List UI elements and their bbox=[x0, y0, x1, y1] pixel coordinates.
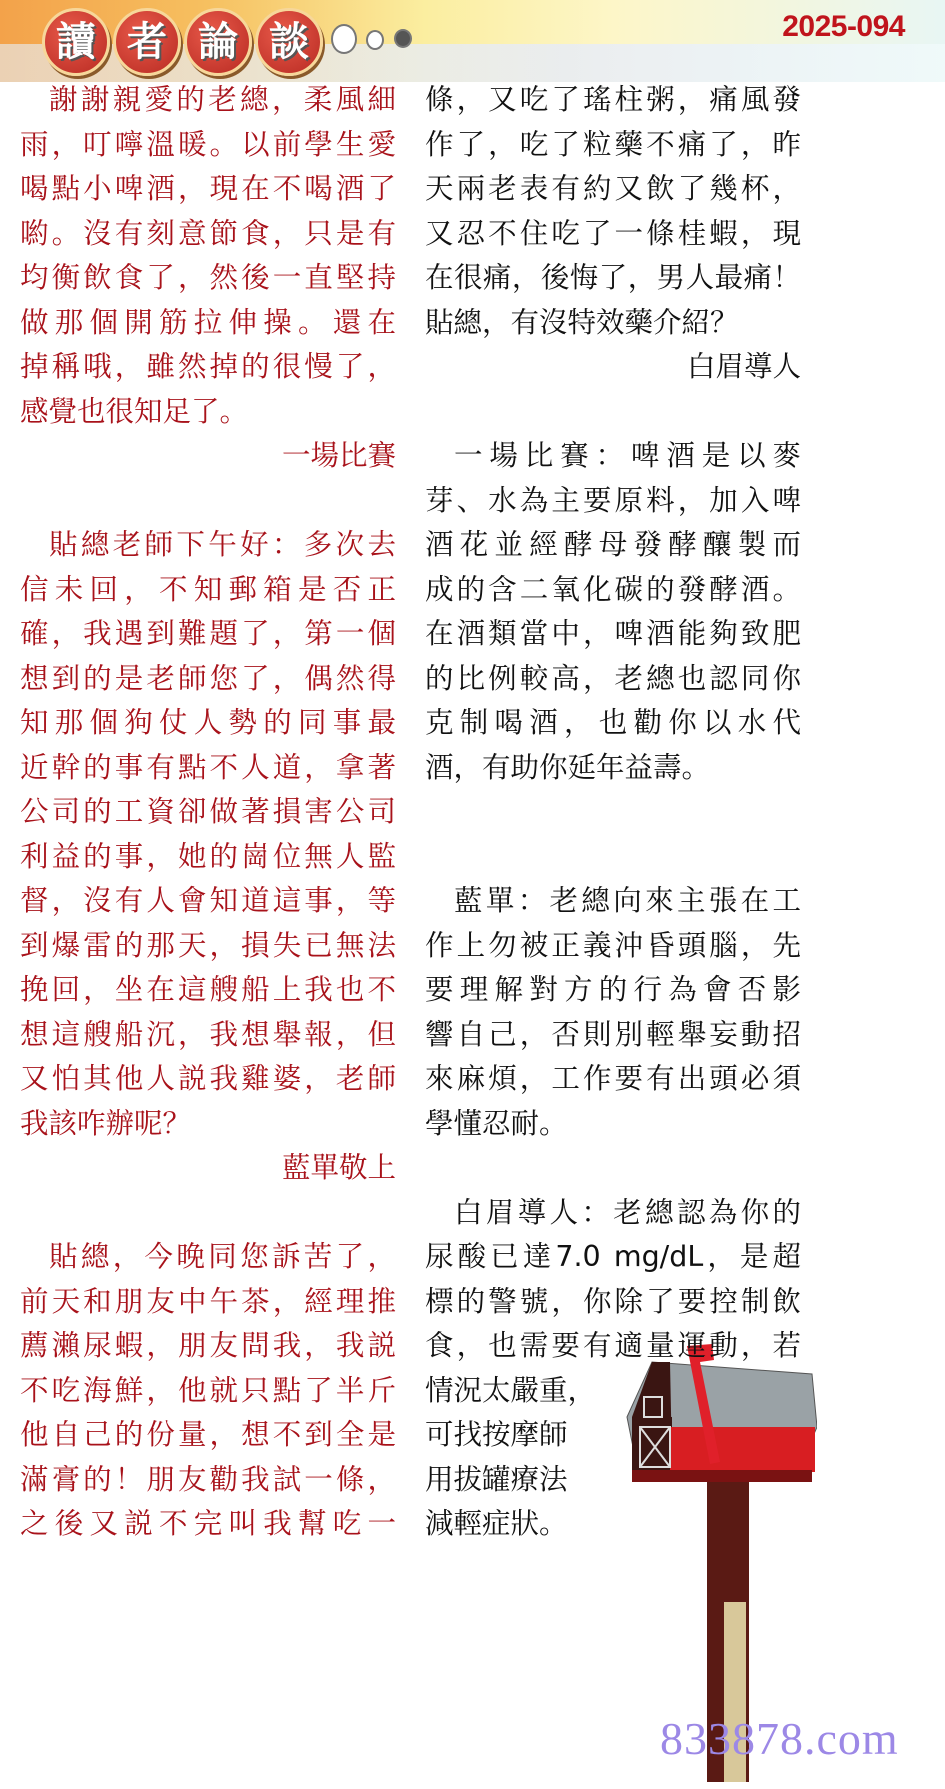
paragraph-line: 薦瀨尿蝦，朋友問我，我説 bbox=[20, 1329, 396, 1362]
paragraph-line: 學懂忍耐。 bbox=[425, 1106, 568, 1140]
paragraph-line: 近幹的事有點不人道，拿著 bbox=[20, 750, 396, 784]
paragraph-line: 確，我遇到難題了，第一個 bbox=[20, 617, 396, 650]
paragraph-line: 貼總老師下午好：多次去 bbox=[49, 528, 396, 561]
paragraph-line: 雨，叮嚀溫暖。以前學生愛 bbox=[20, 127, 396, 161]
left-column bbox=[20, 78, 396, 1547]
column-header bbox=[0, 0, 945, 82]
paragraph-line: 食，也需要有適量運動，若 bbox=[425, 1329, 801, 1362]
paragraph-line: 他自己的份量，想不到全是 bbox=[20, 1418, 396, 1451]
title-badge: 者 bbox=[113, 8, 181, 76]
paragraph-line: 標的警號，你除了要控制飲 bbox=[425, 1284, 801, 1318]
paragraph-line: 天兩老表有約又飲了幾杯， bbox=[425, 172, 801, 205]
paragraph-line: 貼總，有沒特效藥介紹？ bbox=[425, 305, 739, 339]
paragraph-line: 來麻煩，工作要有出頭必須 bbox=[425, 1062, 801, 1095]
paragraph-line: 公司的工資卻做著損害公司 bbox=[20, 795, 396, 828]
paragraph-line: 喝點小啤酒，現在不喝酒了 bbox=[20, 172, 396, 205]
paragraph-line: 前天和朋友中午茶，經理推 bbox=[20, 1284, 396, 1318]
paragraph-line: 的比例較高，老總也認同你 bbox=[425, 661, 801, 695]
issue-number: 2025-094 bbox=[782, 10, 905, 43]
paragraph-line: 利益的事，她的崗位無人監 bbox=[20, 839, 396, 873]
circle-icon bbox=[331, 24, 357, 54]
paragraph-line: 要理解對方的行為會否影 bbox=[425, 973, 801, 1006]
paragraph-line: 響自己，否則別輕舉妄動招 bbox=[425, 1017, 801, 1051]
paragraph-line: 成的含二氧化碳的發酵酒。 bbox=[425, 572, 801, 606]
paragraph-line: 信未回，不知郵箱是否正 bbox=[20, 572, 396, 606]
spacer bbox=[425, 835, 801, 880]
spacer bbox=[425, 790, 801, 835]
paragraph-line: 情況太嚴重， bbox=[425, 1373, 597, 1407]
paragraph-line: 不吃海鮮，他就只點了半斤 bbox=[20, 1373, 396, 1407]
right-column bbox=[425, 78, 801, 1547]
paragraph-line: 作上勿被正義沖昏頭腦，先 bbox=[425, 928, 801, 962]
paragraph-line: 用拔罐療法 bbox=[425, 1462, 568, 1496]
paragraph-line: 又忍不住吃了一條桂蝦，現 bbox=[425, 216, 801, 250]
paragraph-line: 挽回，坐在這艘船上我也不 bbox=[20, 973, 396, 1006]
paragraph-line: 藍單：老總向來主張在工 bbox=[454, 884, 801, 917]
paragraph-line: 知那個狗仗人勢的同事最 bbox=[20, 706, 396, 739]
paragraph-line: 作了，吃了粒藥不痛了，昨 bbox=[425, 127, 801, 161]
paragraph-line: 減輕症狀。 bbox=[425, 1507, 568, 1540]
letter-signature: 藍單敬上 bbox=[281, 1151, 396, 1184]
paragraph-line: 掉稱哦，雖然掉的很慢了， bbox=[20, 350, 396, 383]
paragraph-line: 做那個開筋拉伸操。還在 bbox=[20, 305, 396, 339]
paragraph-line: 條，又吃了瑤柱粥，痛風發 bbox=[425, 83, 801, 116]
paragraph-line: 酒，有助你延年益壽。 bbox=[425, 750, 711, 784]
letter-signature: 一場比賽 bbox=[281, 439, 396, 472]
paragraph-line: 克制喝酒，也勸你以水代 bbox=[425, 706, 801, 739]
title-badge: 論 bbox=[184, 8, 252, 76]
paragraph-line: 白眉導人：老總認為你的 bbox=[454, 1195, 801, 1229]
paragraph-line: 貼總，今晚同您訴苦了， bbox=[49, 1240, 396, 1273]
paragraph-line: 一場比賽：啤酒是以麥 bbox=[454, 439, 801, 472]
paragraph-line: 在酒類當中，啤酒能夠致肥 bbox=[425, 617, 801, 650]
spacer bbox=[425, 390, 801, 435]
paragraph-line: 酒花並經酵母發酵釀製而 bbox=[425, 528, 801, 561]
filled-circle-icon bbox=[394, 29, 412, 48]
paragraph-line: 芽、水為主要原料，加入啤 bbox=[425, 483, 801, 517]
paragraph-line: 到爆雷的那天，損失已無法 bbox=[20, 928, 396, 962]
paragraph-line: 感覺也很知足了。 bbox=[20, 394, 249, 428]
title-badge: 談 bbox=[255, 8, 323, 76]
paragraph-line: 督，沒有人會知道這事，等 bbox=[20, 884, 396, 917]
paragraph-line: 謝謝親愛的老總，柔風細 bbox=[49, 83, 396, 116]
paragraph-line: 又怕其他人説我雞婆，老師 bbox=[20, 1062, 396, 1095]
paragraph-line: 滿膏的！朋友勸我試一條， bbox=[20, 1462, 396, 1496]
letter-signature: 白眉導人 bbox=[686, 350, 801, 383]
title-badge: 讀 bbox=[42, 8, 110, 76]
paragraph-line: 想到的是老師您了，偶然得 bbox=[20, 661, 396, 695]
paragraph-line: 喲。沒有刻意節食，只是有 bbox=[20, 216, 396, 250]
paragraph-line: 想這艘船沉，我想舉報，但 bbox=[20, 1017, 396, 1051]
watermark: 833878.com bbox=[660, 1713, 899, 1764]
paragraph-line: 可找按摩師 bbox=[425, 1418, 568, 1451]
spacer bbox=[425, 1146, 801, 1191]
paragraph-line: 在很痛，後悔了，男人最痛！ bbox=[425, 261, 801, 294]
spacer bbox=[20, 479, 396, 524]
paragraph-line: 之後又説不完叫我幫吃一 bbox=[20, 1507, 396, 1540]
paragraph-line: 均衡飲食了，然後一直堅持 bbox=[20, 261, 396, 294]
paragraph-line: 尿酸已達7.0 mg/dL，是超 bbox=[425, 1240, 801, 1273]
paragraph-line: 我該咋辦呢？ bbox=[20, 1106, 192, 1140]
circle-icon bbox=[366, 30, 384, 50]
spacer bbox=[20, 1191, 396, 1236]
